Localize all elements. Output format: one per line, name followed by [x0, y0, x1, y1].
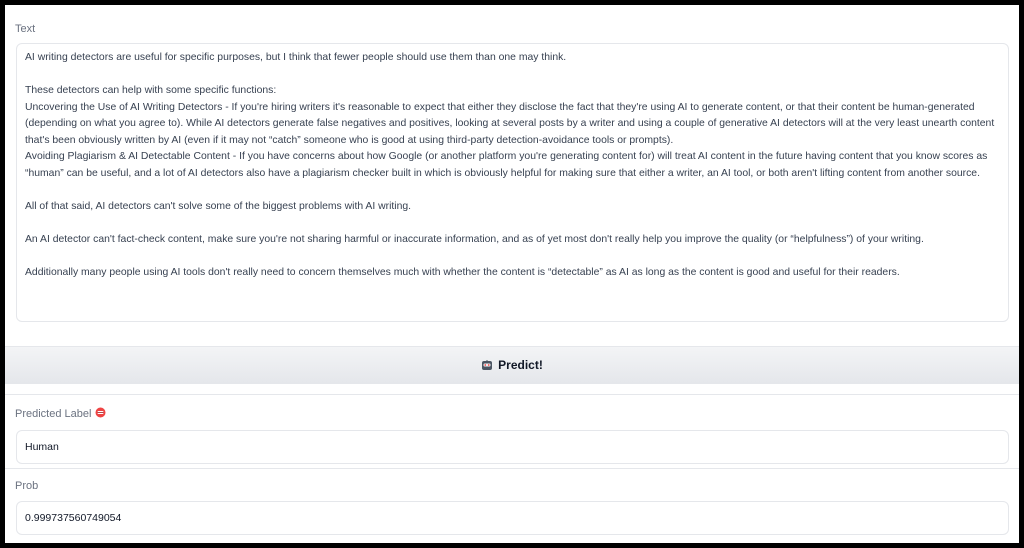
- robot-icon: [481, 360, 493, 371]
- predicted-label-title: Predicted Label: [15, 408, 92, 420]
- text-paragraph: AI writing detectors are useful for specific purposes, but I think that fewer people should use them than one may think.: [25, 52, 567, 63]
- blank-line: [25, 215, 1000, 232]
- predicted-label-block: [5, 395, 1019, 468]
- blank-line: [25, 248, 1000, 265]
- prob-block: [5, 469, 1019, 543]
- text-paragraph: An AI detector can't fact-check content, make sure you're not sharing harmful or inaccurate information, and as of yet most don't really help you improve the quality (or “helpfulness”) of your writing.: [25, 233, 924, 245]
- predict-button[interactable]: [5, 346, 1019, 384]
- text-paragraph: Additionally many people using AI tools don't really need to concern themselves much with whether the content is “detectable” as AI as long as the content is good and useful for their readers.: [25, 266, 900, 278]
- predicted-label-output: [16, 430, 1009, 464]
- prob-label: Prob: [15, 480, 39, 492]
- app-window: [5, 5, 1019, 543]
- prob-output: [16, 501, 1009, 535]
- text-input[interactable]: [16, 43, 1009, 322]
- text-paragraph: Avoiding Plagiarism & AI Detectable Content - If you have concerns about how Google (or another platform you're generating content for) will treat AI content in the future having content that you know scores as “human” can be useful, and a lot of AI detectors also have a plagiarism checker built in which is obviously helpful for making sure that either a writer, an AI tool, or both aren't lifting content from another source.: [25, 151, 991, 179]
- text-input-label: Text: [15, 23, 36, 35]
- predicted-label-value: Human: [25, 441, 59, 453]
- mouth-emoji-icon: [95, 407, 106, 421]
- text-paragraph: These detectors can help with some specific functions:: [25, 85, 277, 96]
- text-input-block: [5, 5, 1019, 341]
- text-paragraph: Uncovering the Use of AI Writing Detectors - If you're hiring writers it's reasonable to expect that either they disclose the fact that they're using AI to generate content, or that their content be human-generated (depending on what you agree to). While AI detectors generate false negatives and positives, looking at several posts by a writer and using a couple of generative AI detectors will at the very least unearth content that's been obviously written by AI (even if it may not “catch” someone who is good at using third-party detection-avoidance tools or prompts).: [25, 101, 998, 146]
- prob-value: 0.999737560749054: [25, 512, 122, 524]
- text-paragraph: All of that said, AI detectors can't solve some of the biggest problems with AI writing.: [25, 200, 412, 212]
- predict-button-label: Predict!: [498, 358, 543, 372]
- blank-line: [25, 67, 1000, 84]
- predicted-label-header: [15, 407, 106, 421]
- blank-line: [25, 182, 1000, 199]
